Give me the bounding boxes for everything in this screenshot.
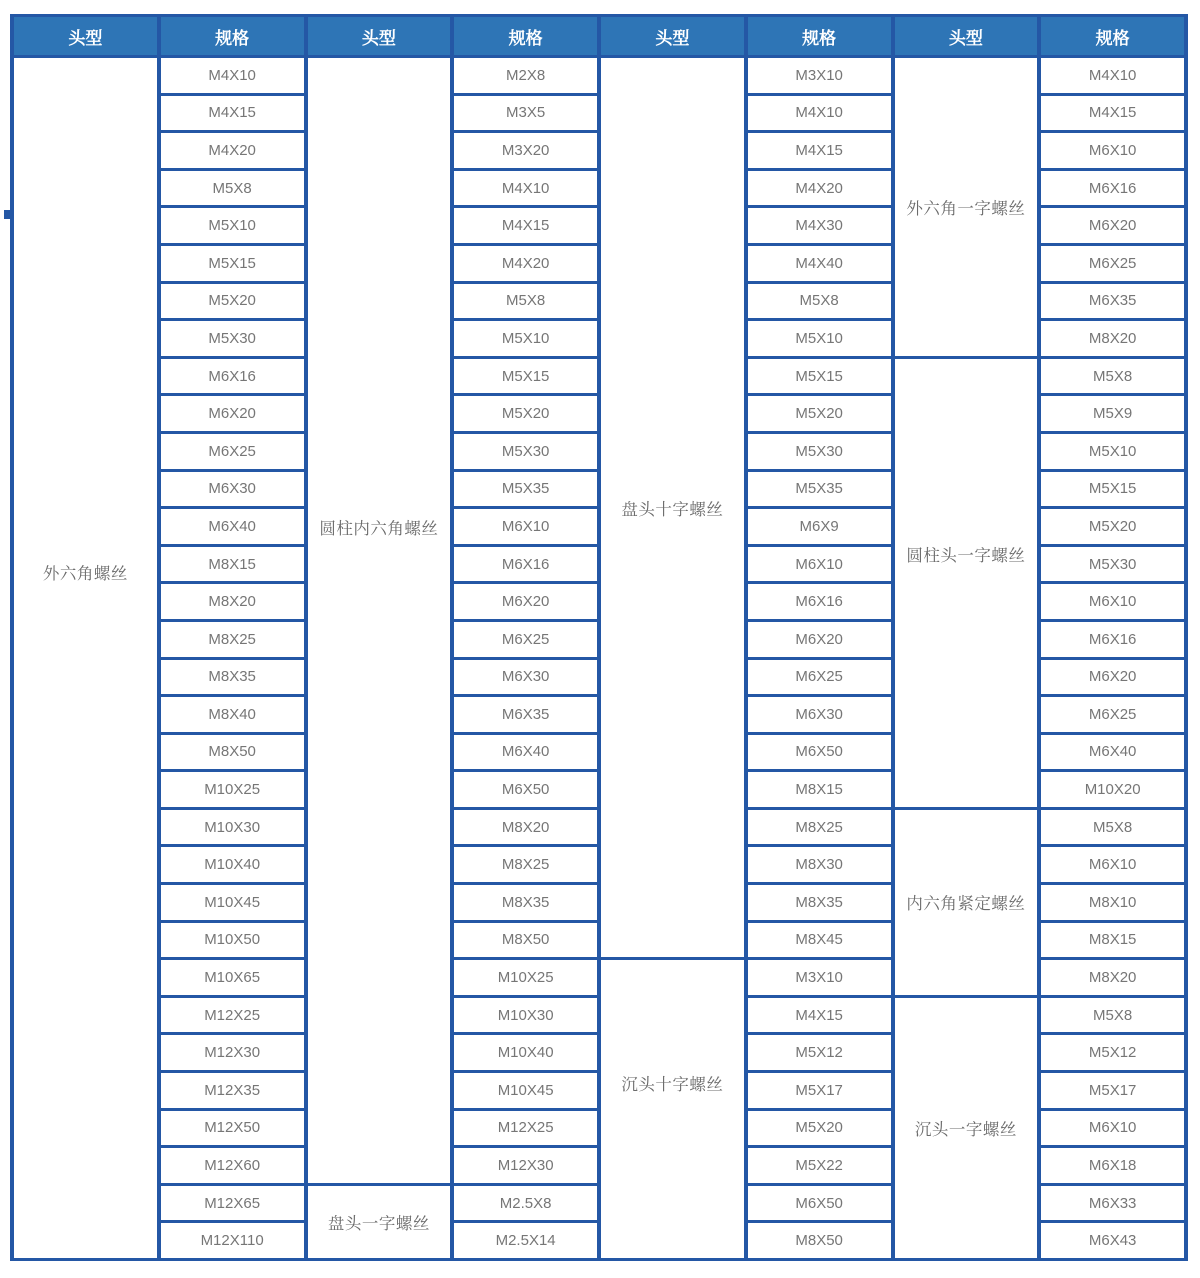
- spec-cell: M6X30: [746, 696, 893, 734]
- header-cell-spec-1: 规格: [159, 16, 306, 57]
- spec-cell: M6X20: [746, 620, 893, 658]
- spec-cell: M5X8: [1039, 808, 1186, 846]
- table-header: [12, 16, 1186, 57]
- spec-cell: M6X16: [1039, 169, 1186, 207]
- spec-cell: M6X50: [452, 771, 599, 809]
- spec-cell: M4X20: [746, 169, 893, 207]
- spec-cell: M8X30: [746, 846, 893, 884]
- spec-cell: M5X20: [159, 282, 306, 320]
- spec-cell: M6X35: [1039, 282, 1186, 320]
- spec-cell: M8X35: [159, 658, 306, 696]
- spec-cell: M6X20: [1039, 207, 1186, 245]
- spec-cell: M8X40: [159, 696, 306, 734]
- head-type-cell: 内六角紧定螺丝: [893, 808, 1040, 996]
- spec-cell: M6X25: [1039, 696, 1186, 734]
- spec-cell: M4X30: [746, 207, 893, 245]
- spec-cell: M3X10: [746, 959, 893, 997]
- spec-cell: M6X10: [746, 545, 893, 583]
- spec-cell: M3X5: [452, 94, 599, 132]
- header-cell-head-type-2: 头型: [306, 16, 453, 57]
- spec-cell: M6X35: [452, 696, 599, 734]
- spec-cell: M6X25: [452, 620, 599, 658]
- table-row: [12, 57, 1186, 95]
- spec-cell: M5X17: [746, 1072, 893, 1110]
- spec-cell: M5X15: [452, 357, 599, 395]
- spec-cell: M2.5X14: [452, 1222, 599, 1260]
- spec-cell: M6X30: [452, 658, 599, 696]
- spec-cell: M4X15: [1039, 94, 1186, 132]
- spec-cell: M8X50: [746, 1222, 893, 1260]
- spec-cell: M4X15: [452, 207, 599, 245]
- spec-cell: M12X35: [159, 1072, 306, 1110]
- spec-cell: M6X40: [159, 508, 306, 546]
- spec-cell: M4X20: [452, 244, 599, 282]
- spec-cell: M5X30: [1039, 545, 1186, 583]
- spec-cell: M2.5X8: [452, 1184, 599, 1222]
- spec-cell: M5X20: [746, 395, 893, 433]
- spec-cell: M5X17: [1039, 1072, 1186, 1110]
- spec-cell: M10X45: [452, 1072, 599, 1110]
- spec-cell: M5X8: [452, 282, 599, 320]
- spec-cell: M5X8: [746, 282, 893, 320]
- spec-cell: M4X20: [159, 132, 306, 170]
- spec-cell: M6X10: [1039, 132, 1186, 170]
- spec-cell: M5X35: [746, 470, 893, 508]
- header-cell-spec-4: 规格: [1039, 16, 1186, 57]
- spec-cell: M6X50: [746, 733, 893, 771]
- spec-cell: M6X25: [1039, 244, 1186, 282]
- spec-cell: M8X45: [746, 921, 893, 959]
- table-body: [12, 57, 1186, 1260]
- spec-cell: M8X20: [452, 808, 599, 846]
- spec-cell: M8X20: [159, 583, 306, 621]
- spec-cell: M12X60: [159, 1147, 306, 1185]
- header-cell-head-type-4: 头型: [893, 16, 1040, 57]
- spec-cell: M8X35: [746, 884, 893, 922]
- head-type-cell: 盘头一字螺丝: [306, 1184, 453, 1259]
- spec-cell: M10X40: [159, 846, 306, 884]
- header-row: [12, 16, 1186, 57]
- spec-cell: M6X20: [159, 395, 306, 433]
- spec-cell: M6X10: [1039, 1109, 1186, 1147]
- spec-cell: M5X10: [746, 320, 893, 358]
- spec-cell: M5X20: [1039, 508, 1186, 546]
- spec-cell: M5X15: [746, 357, 893, 395]
- spec-cell: M6X10: [1039, 583, 1186, 621]
- spec-cell: M4X15: [159, 94, 306, 132]
- spec-cell: M10X40: [452, 1034, 599, 1072]
- spec-cell: M5X20: [452, 395, 599, 433]
- spec-cell: M10X30: [159, 808, 306, 846]
- spec-cell: M3X10: [746, 57, 893, 95]
- spec-cell: M10X65: [159, 959, 306, 997]
- spec-cell: M5X8: [1039, 357, 1186, 395]
- header-cell-spec-2: 规格: [452, 16, 599, 57]
- spec-cell: M5X30: [746, 432, 893, 470]
- header-cell-spec-3: 规格: [746, 16, 893, 57]
- spec-cell: M6X9: [746, 508, 893, 546]
- spec-cell: M12X65: [159, 1184, 306, 1222]
- spec-cell: M8X20: [1039, 959, 1186, 997]
- spec-cell: M8X25: [746, 808, 893, 846]
- spec-cell: M8X15: [159, 545, 306, 583]
- spec-cell: M5X30: [452, 432, 599, 470]
- head-type-cell: 盘头十字螺丝: [599, 57, 746, 959]
- head-type-cell: 沉头一字螺丝: [893, 996, 1040, 1259]
- spec-cell: M8X50: [452, 921, 599, 959]
- spec-cell: M4X15: [746, 132, 893, 170]
- spec-cell: M8X25: [452, 846, 599, 884]
- spec-cell: M4X15: [746, 996, 893, 1034]
- spec-cell: M6X50: [746, 1184, 893, 1222]
- spec-cell: M5X15: [159, 244, 306, 282]
- spec-cell: M4X10: [1039, 57, 1186, 95]
- spec-cell: M6X43: [1039, 1222, 1186, 1260]
- spec-cell: M6X33: [1039, 1184, 1186, 1222]
- spec-cell: M5X10: [452, 320, 599, 358]
- spec-cell: M5X8: [159, 169, 306, 207]
- spec-cell: M5X12: [746, 1034, 893, 1072]
- spec-cell: M5X9: [1039, 395, 1186, 433]
- spec-cell: M12X25: [452, 1109, 599, 1147]
- head-type-cell: 外六角螺丝: [12, 57, 159, 1260]
- spec-cell: M8X15: [1039, 921, 1186, 959]
- spec-cell: M6X16: [159, 357, 306, 395]
- spec-cell: M5X10: [1039, 432, 1186, 470]
- spec-cell: M6X20: [452, 583, 599, 621]
- spec-cell: M5X30: [159, 320, 306, 358]
- spec-cell: M4X10: [159, 57, 306, 95]
- spec-cell: M10X30: [452, 996, 599, 1034]
- spec-cell: M10X20: [1039, 771, 1186, 809]
- spec-cell: M5X12: [1039, 1034, 1186, 1072]
- spec-cell: M5X8: [1039, 996, 1186, 1034]
- spec-cell: M5X15: [1039, 470, 1186, 508]
- spec-cell: M10X25: [159, 771, 306, 809]
- spec-cell: M5X35: [452, 470, 599, 508]
- screw-spec-table: [10, 14, 1188, 1261]
- header-cell-head-type-1: 头型: [12, 16, 159, 57]
- head-type-cell: 圆柱头一字螺丝: [893, 357, 1040, 808]
- spec-cell: M12X110: [159, 1222, 306, 1260]
- spec-cell: M8X50: [159, 733, 306, 771]
- spec-cell: M10X45: [159, 884, 306, 922]
- head-type-cell: 圆柱内六角螺丝: [306, 57, 453, 1185]
- spec-cell: M6X30: [159, 470, 306, 508]
- spec-cell: M6X25: [159, 432, 306, 470]
- spec-cell: M6X16: [452, 545, 599, 583]
- spec-cell: M5X22: [746, 1147, 893, 1185]
- spec-cell: M6X20: [1039, 658, 1186, 696]
- spec-cell: M5X20: [746, 1109, 893, 1147]
- spec-cell: M8X25: [159, 620, 306, 658]
- spec-cell: M12X50: [159, 1109, 306, 1147]
- spec-cell: M4X40: [746, 244, 893, 282]
- spec-cell: M6X10: [452, 508, 599, 546]
- spec-cell: M12X30: [159, 1034, 306, 1072]
- spec-cell: M6X10: [1039, 846, 1186, 884]
- spec-cell: M3X20: [452, 132, 599, 170]
- spec-cell: M5X10: [159, 207, 306, 245]
- spec-cell: M4X10: [746, 94, 893, 132]
- spec-cell: M6X16: [746, 583, 893, 621]
- spec-cell: M2X8: [452, 57, 599, 95]
- spec-cell: M8X15: [746, 771, 893, 809]
- spec-cell: M12X30: [452, 1147, 599, 1185]
- spec-cell: M10X50: [159, 921, 306, 959]
- spec-cell: M6X16: [1039, 620, 1186, 658]
- spec-cell: M8X20: [1039, 320, 1186, 358]
- header-cell-head-type-3: 头型: [599, 16, 746, 57]
- spec-cell: M6X18: [1039, 1147, 1186, 1185]
- spec-cell: M6X40: [1039, 733, 1186, 771]
- spec-cell: M12X25: [159, 996, 306, 1034]
- spec-cell: M8X35: [452, 884, 599, 922]
- spec-cell: M8X10: [1039, 884, 1186, 922]
- head-type-cell: 沉头十字螺丝: [599, 959, 746, 1260]
- spec-cell: M6X25: [746, 658, 893, 696]
- head-type-cell: 外六角一字螺丝: [893, 57, 1040, 358]
- spec-cell: M4X10: [452, 169, 599, 207]
- spec-cell: M6X40: [452, 733, 599, 771]
- spec-table-container: [10, 14, 1188, 1261]
- spec-cell: M10X25: [452, 959, 599, 997]
